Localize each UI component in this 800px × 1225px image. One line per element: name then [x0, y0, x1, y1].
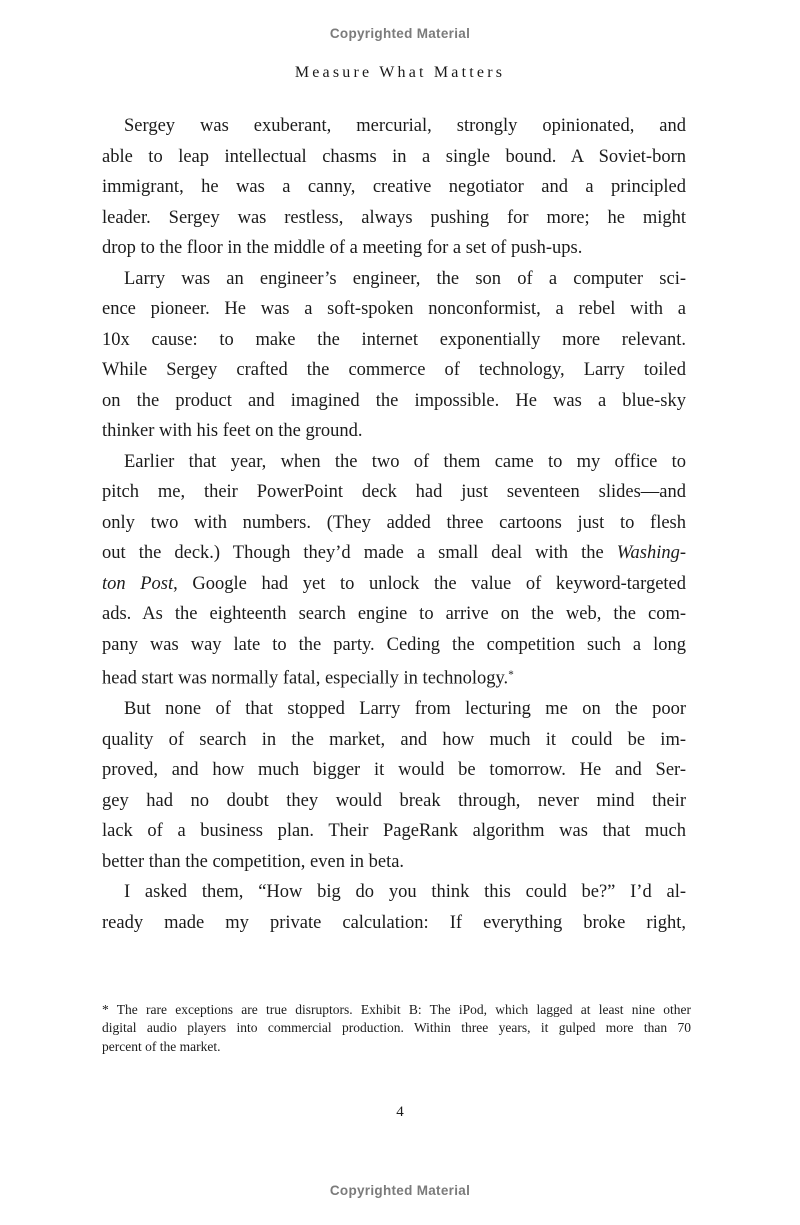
- text-segment: drop to the floor in the middle of a meeting for a set of push-ups.: [102, 238, 583, 258]
- text-line: [102, 725, 686, 756]
- text-line: [102, 355, 686, 386]
- text-line: [102, 847, 686, 878]
- text-segment: Larry was an engineer’s engineer, the son of a computer sci-: [124, 268, 686, 289]
- paragraph: [102, 264, 686, 447]
- text-line: [102, 1019, 691, 1037]
- page-number: 4: [396, 1104, 404, 1120]
- paragraph: [102, 1001, 691, 1056]
- body-text: [102, 111, 686, 938]
- text-segment: digital audio players into commercial production. Within three years, it gulped more than 70: [102, 1020, 691, 1036]
- text-line: [102, 264, 686, 295]
- text-segment: ready made my private calculation: If everything broke right,: [102, 912, 686, 933]
- text-segment: The rare exceptions are true disruptors. Exhibit B: The iPod, which lagged at least nine other: [116, 1002, 691, 1017]
- text-line: [102, 477, 686, 508]
- text-segment: out the deck.) Though they’d made a small deal with the: [102, 543, 617, 563]
- text-line: [102, 111, 686, 142]
- text-line: [102, 508, 686, 539]
- text-line: [102, 538, 686, 569]
- text-segment: pany was way late to the party. Ceding the competition such a long: [102, 634, 686, 655]
- text-line: [102, 447, 686, 478]
- text-segment: head start was normally fatal, especially in technology.: [102, 668, 509, 689]
- text-line: [102, 816, 686, 847]
- text-segment: ads. As the eighteenth search engine to arrive on the web, the com-: [102, 604, 686, 624]
- text-line: [102, 786, 686, 817]
- text-segment: proved, and how much bigger it would be tomorrow. He and Ser-: [102, 760, 686, 781]
- text-segment: thinker with his feet on the ground.: [102, 421, 363, 441]
- text-segment: *: [508, 669, 514, 681]
- text-line: [102, 908, 686, 939]
- text-line: [102, 1001, 691, 1019]
- copyright-notice-top: Copyrighted Material: [329, 26, 471, 41]
- footnote: [102, 1001, 691, 1056]
- text-line: [102, 599, 686, 630]
- running-header: Measure What Matters: [294, 64, 506, 81]
- paragraph: [102, 111, 686, 264]
- text-segment: I asked them, “How big do you think this could be?” I’d al-: [124, 882, 686, 903]
- text-segment: leader. Sergey was restless, always pushing for more; he might: [102, 207, 686, 228]
- text-segment: on the product and imagined the impossible. He was a blue-sky: [102, 390, 686, 411]
- text-segment: ton Post: [102, 573, 174, 594]
- text-segment: percent of the market.: [102, 1038, 221, 1054]
- text-line: [102, 630, 686, 661]
- text-segment: better than the competition, even in beta.: [102, 851, 405, 872]
- paragraph: [102, 877, 686, 938]
- text-segment: , Google had yet to unlock the value of keyword-targeted: [173, 573, 687, 594]
- text-line: [102, 142, 686, 173]
- text-segment: While Sergey crafted the commerce of technology, Larry toiled: [102, 360, 686, 380]
- text-line: [102, 294, 686, 325]
- text-segment: pitch me, their PowerPoint deck had just seventeen slides—and: [102, 482, 686, 502]
- text-line: [102, 1038, 691, 1056]
- text-segment: Earlier that year, when the two of them came to my office to: [124, 451, 686, 472]
- text-line: [102, 172, 686, 203]
- text-line: [102, 325, 686, 356]
- paragraph: [102, 447, 686, 695]
- text-segment: only two with numbers. (They added three cartoons just to flesh: [102, 512, 686, 533]
- text-line: [102, 694, 686, 725]
- text-line: [102, 386, 686, 417]
- copyright-notice-bottom: Copyrighted Material: [329, 1183, 471, 1198]
- text-line: [102, 660, 686, 694]
- text-segment: able to leap intellectual chasms in a single bound. A Soviet-born: [102, 146, 686, 167]
- text-segment: Sergey was exuberant, mercurial, strongly opinionated, and: [124, 116, 686, 136]
- text-segment: Washing-: [616, 543, 686, 563]
- paragraph: [102, 694, 686, 877]
- text-line: [102, 416, 686, 447]
- text-segment: 10x cause: to make the internet exponentially more relevant.: [102, 329, 686, 350]
- text-line: [102, 877, 686, 908]
- text-segment: But none of that stopped Larry from lecturing me on the poor: [124, 699, 686, 720]
- text-line: [102, 233, 686, 264]
- text-segment: lack of a business plan. Their PageRank algorithm was that much: [102, 821, 686, 842]
- text-segment: gey had no doubt they would break through, never mind their: [102, 790, 686, 811]
- text-line: [102, 569, 686, 600]
- footnote-marker: *: [102, 1002, 109, 1017]
- text-line: [102, 755, 686, 786]
- text-segment: immigrant, he was a canny, creative negotiator and a principled: [102, 177, 686, 197]
- text-line: [102, 203, 686, 234]
- text-segment: quality of search in the market, and how much it could be im-: [102, 729, 686, 750]
- text-segment: ence pioneer. He was a soft-spoken nonconformist, a rebel with a: [102, 299, 686, 319]
